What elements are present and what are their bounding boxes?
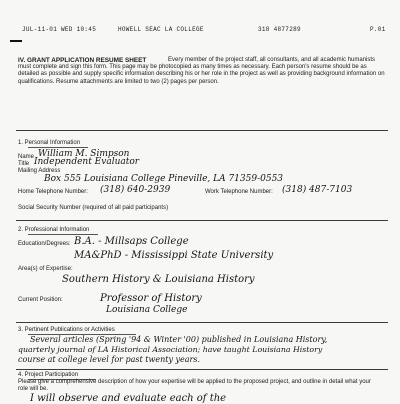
fax-header-number: 318 4877289 xyxy=(258,26,301,33)
section-3-heading: 3. Pertinent Publications or Activities xyxy=(18,327,115,333)
participation-handwriting-partial: I will observe and evaluate each of the xyxy=(30,393,227,404)
fax-header-left: JUL-11-01 WED 10:45 xyxy=(22,26,97,33)
section-1-heading: 1. Personal Information xyxy=(18,140,81,146)
fax-header-page: P.01 xyxy=(370,26,386,33)
mailing-address-value: Box 555 Louisiana College Pineville, LA 71359-0553 xyxy=(44,174,284,184)
section-divider xyxy=(16,130,388,131)
section-1-underline xyxy=(28,147,88,148)
education-label: Education/Degrees: xyxy=(18,241,71,247)
section-2-heading: 2. Professional Information xyxy=(18,227,90,233)
section-divider xyxy=(16,220,388,221)
title-label: Title xyxy=(18,161,30,167)
fax-header-sender: HOWELL SEAC LA COLLEGE xyxy=(118,26,204,33)
title-value: Independent Evaluator xyxy=(34,157,140,167)
current-position-label: Current Position: xyxy=(18,297,63,303)
intro-paragraph: Every member of the project staff, all consultants, and all academic humanists must complete and sign this form. This page may be photocopied as many times as necessary. Each person's resume should be as detailed as possible and supply specific information describing his or her role in the project as well as providing background information on qualifications. Resume attachments are limited to two (2) pages per person. xyxy=(18,57,385,85)
work-phone-label: Work Telephone Number: xyxy=(205,189,273,195)
home-phone-value: (318) 640-2939 xyxy=(100,185,171,195)
section-divider xyxy=(16,322,388,323)
section-2-underline xyxy=(28,234,98,235)
publications-line-3: course at college level for past twenty years. xyxy=(18,355,200,364)
education-value-2: MA&PhD - Mississippi State University xyxy=(74,250,274,261)
form-title: IV. GRANT APPLICATION RESUME SHEET xyxy=(18,57,147,64)
ssn-label: Social Security Number (required of all paid participants) xyxy=(18,205,169,211)
participation-instructions: Please give a comprehensive description of how your expertise will be applied to the proposed project, and outline in detail what your role will be. xyxy=(18,379,371,393)
expertise-label: Area(s) of Expertise: xyxy=(18,266,73,272)
publications-line-1: Several articles (Spring '94 & Winter '00) published in Louisiana History, xyxy=(30,335,328,344)
publications-line-2: quarterly journal of LA Historical Association; have taught Louisiana History xyxy=(18,345,323,354)
fax-header-mark xyxy=(10,40,22,42)
name-label: Name xyxy=(18,154,35,160)
expertise-value: Southern History & Louisiana History xyxy=(62,274,255,285)
current-position-value-1: Professor of History xyxy=(100,293,202,304)
name-value: William M. Simpson xyxy=(38,149,130,159)
home-phone-label: Home Telephone Number: xyxy=(18,189,88,195)
mailing-address-label: Mailing Address xyxy=(18,168,61,174)
current-position-value-2: Louisiana College xyxy=(106,305,188,315)
section-4-heading: 4. Project Participation xyxy=(18,372,79,378)
work-phone-value: (318) 487-7103 xyxy=(282,185,353,195)
section-divider xyxy=(16,369,388,370)
education-value-1: B.A. - Millsaps College xyxy=(74,236,189,247)
